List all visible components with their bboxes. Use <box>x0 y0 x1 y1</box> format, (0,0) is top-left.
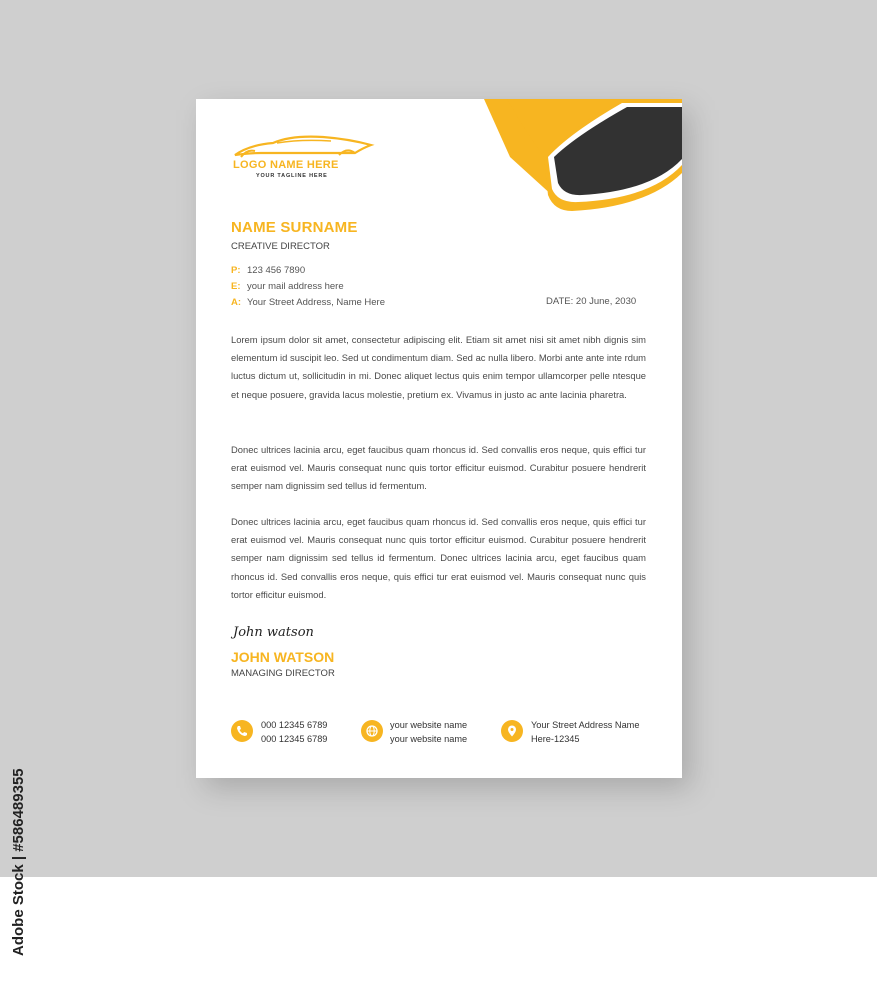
location-pin-icon <box>501 720 523 742</box>
sender-title: CREATIVE DIRECTOR <box>231 241 330 252</box>
body-paragraph-3: Donec ultrices lacinia arcu, eget faucibus quam rhoncus id. Sed convallis eros neque, quis effici tur erat euismod vel. Mauris consequat nunc quis tortor efficitur euismod. Curabitur posuere hendrerit semper nam dignissim sed tellus id fermentum. Donec ultrices lacinia arcu, eget faucibus quam rhoncus id. Sed convallis eros neque, quis effici tur erat euismod vel. Mauris consequat nunc quis tortor efficitur euismod. <box>231 516 646 600</box>
footer-address-line1: Your Street Address Name <box>531 720 640 730</box>
footer-address <box>531 718 639 746</box>
contact-phone <box>231 265 305 276</box>
footer-website-line2: your website name <box>390 734 468 744</box>
footer-address-line2: Here-12345 <box>531 734 580 744</box>
contact-address <box>231 297 385 308</box>
stock-id-strip <box>6 758 30 958</box>
letterhead-page <box>196 99 682 778</box>
signatory-name: JOHN WATSON <box>231 649 335 665</box>
contact-value: Your Street Address, Name Here <box>247 297 385 308</box>
body-paragraph-2: Donec ultrices lacinia arcu, eget faucibus quam rhoncus id. Sed convallis eros neque, quis effici tur erat euismod vel. Mauris consequat nunc quis tortor efficitur euismod. Curabitur posuere hendrerit semper nam dignissim sed tellus id fermentum. <box>231 444 646 492</box>
sender-name: NAME SURNAME <box>231 219 358 236</box>
footer-website-line1: your website name <box>390 720 468 730</box>
contact-key: A: <box>231 297 242 308</box>
phone-icon <box>231 720 253 742</box>
contact-email <box>231 281 344 292</box>
contact-key: E: <box>231 281 241 292</box>
footer-phone <box>261 718 327 746</box>
logo-tagline: YOUR TAGLINE HERE <box>256 173 328 179</box>
logo-name: LOGO NAME HERE <box>233 159 339 171</box>
contact-value: your mail address here <box>247 281 344 292</box>
corner-decoration <box>482 99 682 224</box>
signatory-title: MANAGING DIRECTOR <box>231 668 335 679</box>
footer-website <box>390 718 467 746</box>
handwritten-signature: John watson <box>233 625 314 640</box>
contact-key: P: <box>231 265 241 276</box>
stock-id-text: Adobe Stock | #586489355 <box>10 768 27 956</box>
globe-icon <box>361 720 383 742</box>
letter-date: DATE: 20 June, 2030 <box>546 296 637 307</box>
body-paragraph-1: Lorem ipsum dolor sit amet, consectetur adipiscing elit. Etiam sit amet nisi sit amet nibh dignis sim elementum id suscipit leo. Sed ut condimentum diam. Sed ac nulla libero. Morbi ante ante inte rdum luctus dictum ut, sollicitudin in mi. Donec aliquet lectus quis enim tempor ullamcorper pelle ntesque et neque posuere, gravida lacus molestie, pretium ex. Vivamus in justo ac ante lacinia pharetra. <box>231 334 646 400</box>
contact-value: 123 456 7890 <box>247 265 306 276</box>
footer-phone-line1: 000 12345 6789 <box>261 720 328 730</box>
footer-phone-line2: 000 12345 6789 <box>261 734 328 744</box>
